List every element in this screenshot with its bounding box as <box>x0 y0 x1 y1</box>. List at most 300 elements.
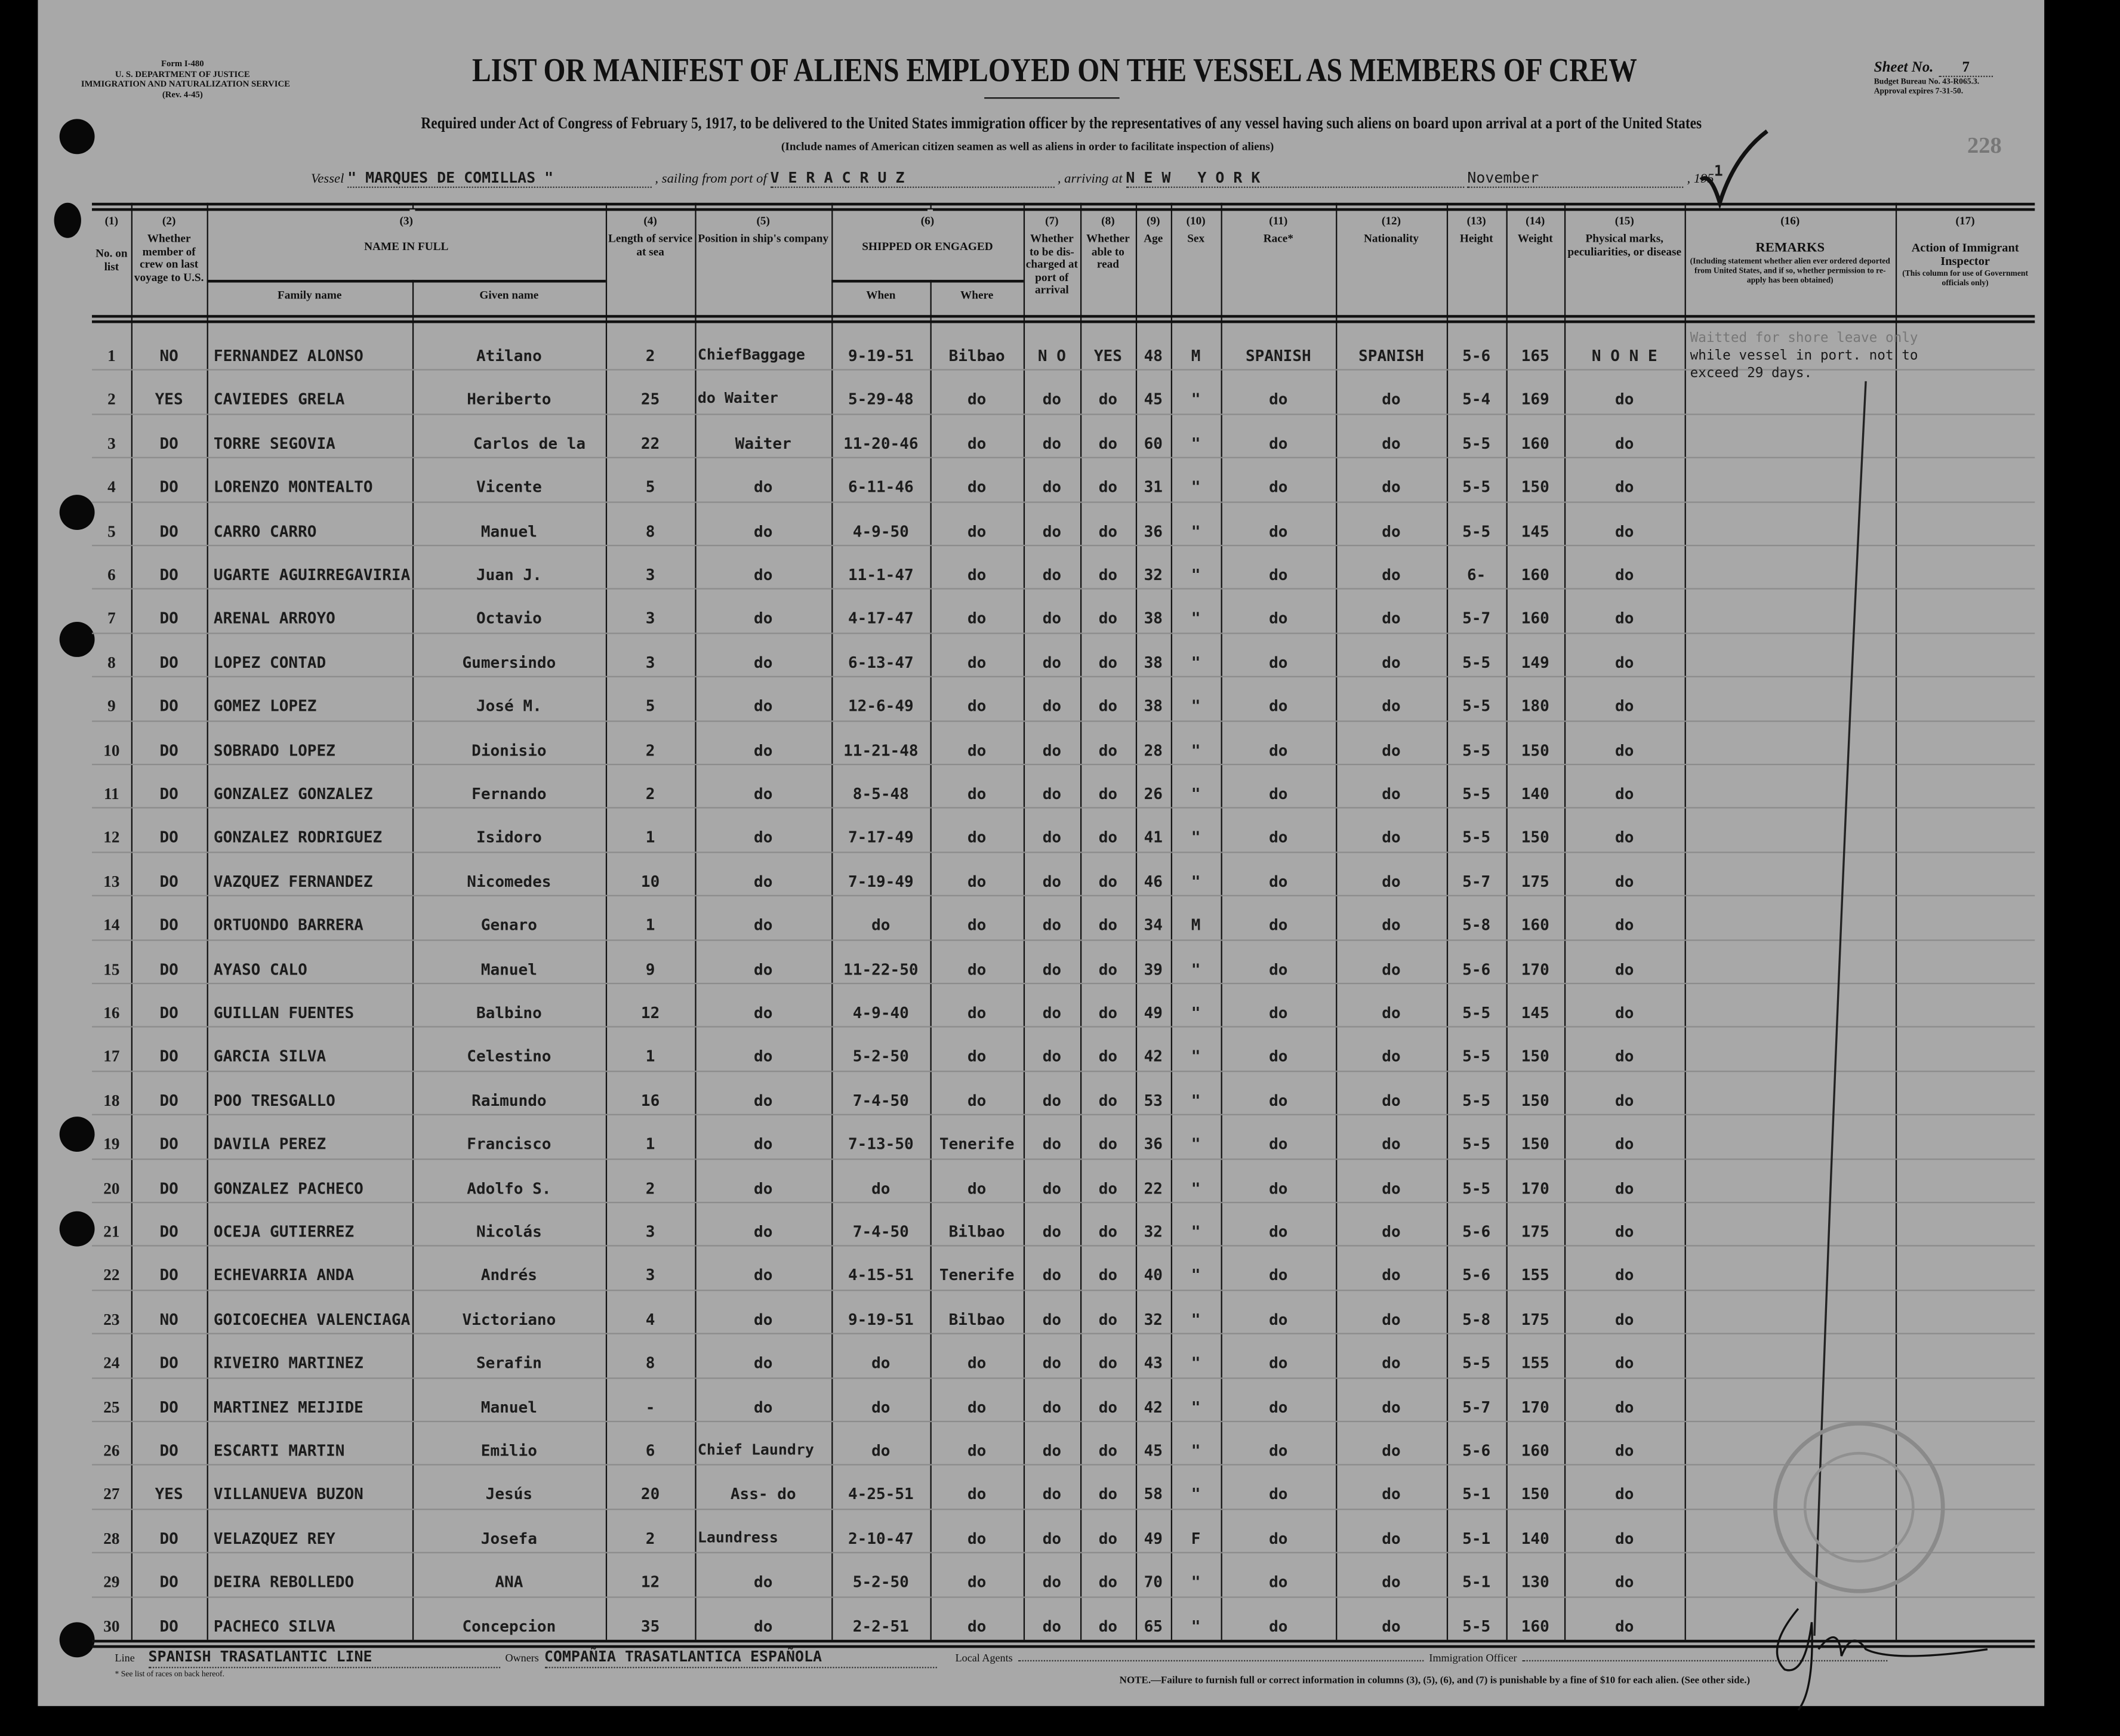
table-bottom-rule <box>92 1640 2035 1643</box>
discharged: do <box>1042 390 1062 409</box>
shipped-when: 6-13-47 <box>848 652 914 672</box>
row-rule <box>92 895 2035 896</box>
weight: 160 <box>1521 565 1549 584</box>
race: do <box>1269 1485 1288 1504</box>
able-to-read: do <box>1098 740 1118 760</box>
shipped-when: 9-19-51 <box>848 346 914 365</box>
length-of-service: 3 <box>645 565 655 584</box>
row-number: 12 <box>103 828 120 847</box>
row-rule <box>92 414 2035 415</box>
position: do <box>754 652 773 672</box>
nationality: do <box>1382 433 1401 453</box>
member-last-voyage: DO <box>159 477 178 497</box>
discharged: do <box>1042 1397 1062 1417</box>
nationality: do <box>1382 828 1401 847</box>
member-last-voyage: DO <box>159 696 178 716</box>
row-number: 28 <box>103 1528 120 1548</box>
row-number: 14 <box>103 915 120 935</box>
age: 32 <box>1144 565 1163 584</box>
column-number: (7) <box>1045 213 1059 227</box>
able-to-read: do <box>1098 1003 1118 1022</box>
height: 5-1 <box>1462 1528 1491 1548</box>
shipped-when: do <box>871 1397 890 1417</box>
given-name: Raimundo <box>472 1090 547 1110</box>
height: 5-5 <box>1462 828 1491 847</box>
position: do <box>754 477 773 497</box>
penalty-note: NOTE.—Failure to furnish full or correct information in columns (3), (5), (6), and (7) is punishable by a fine of $10 for each alien. (See other side.) <box>1119 1673 1751 1686</box>
column-label: Length of service at sea <box>608 231 693 258</box>
length-of-service: 22 <box>640 433 660 453</box>
age: 48 <box>1144 346 1163 365</box>
length-of-service: 8 <box>645 1353 655 1373</box>
arrival-month: November <box>1467 169 1683 188</box>
row-rule <box>92 1421 2035 1422</box>
height: 5-7 <box>1462 1397 1491 1417</box>
family-name: AYASO CALO <box>213 959 307 979</box>
shipped-when: 5-2-50 <box>852 1047 909 1066</box>
able-to-read: do <box>1098 828 1118 847</box>
age: 38 <box>1144 652 1163 672</box>
sex: " <box>1191 1222 1201 1241</box>
year-label: , 195 <box>1687 171 1714 187</box>
member-last-voyage: DO <box>159 1047 178 1066</box>
checkmark-icon <box>1697 128 1778 209</box>
race: do <box>1269 1090 1288 1110</box>
shipped-when: 7-17-49 <box>848 828 914 847</box>
row-number: 23 <box>103 1309 120 1329</box>
row-number: 24 <box>103 1353 120 1373</box>
age: 36 <box>1144 1134 1163 1154</box>
race: do <box>1269 1003 1288 1022</box>
row-rule <box>92 1290 2035 1291</box>
header-bottom-rule <box>92 315 2035 318</box>
race: SPANISH <box>1245 346 1311 365</box>
family-name: DAVILA PEREZ <box>213 1134 326 1154</box>
race: do <box>1269 1266 1288 1285</box>
age: 46 <box>1144 871 1163 891</box>
age: 49 <box>1144 1003 1163 1022</box>
able-to-read: do <box>1098 521 1118 541</box>
able-to-read: do <box>1098 1134 1118 1154</box>
discharged: do <box>1042 1266 1062 1285</box>
nationality: do <box>1382 1485 1401 1504</box>
position: do <box>754 1178 773 1198</box>
member-last-voyage: DO <box>159 740 178 760</box>
race: do <box>1269 477 1288 497</box>
height: 5-1 <box>1462 1572 1491 1592</box>
discharged: do <box>1042 1309 1062 1329</box>
given-name: Manuel <box>480 521 537 541</box>
race: do <box>1269 565 1288 584</box>
able-to-read: do <box>1098 1441 1118 1460</box>
remarks-line: Waitted for shore leave only <box>1690 331 1918 346</box>
able-to-read: do <box>1098 433 1118 453</box>
given-name: Balbino <box>476 1003 542 1022</box>
family-name: VILLANUEVA BUZON <box>213 1485 363 1504</box>
height: 5-5 <box>1462 1178 1491 1198</box>
age: 58 <box>1144 1485 1163 1504</box>
row-rule <box>92 1071 2035 1072</box>
column-number: (3) <box>399 213 413 227</box>
given-name: Serafin <box>476 1353 542 1373</box>
arriving-label: , arriving at <box>1057 171 1123 187</box>
nationality: do <box>1382 784 1401 803</box>
remarks-line: while vessel in port. not to <box>1690 349 1918 364</box>
shipped-where: do <box>967 1616 987 1636</box>
member-last-voyage: DO <box>159 1441 178 1460</box>
shipped-where: Bilbao <box>948 1222 1005 1241</box>
race: do <box>1269 390 1288 409</box>
row-rule <box>92 1509 2035 1510</box>
port-to: N E W Y O R K <box>1126 169 1463 188</box>
shipped-where: Bilbao <box>948 1309 1005 1329</box>
family-name: VAZQUEZ FERNANDEZ <box>213 871 373 891</box>
row-rule <box>92 1114 2035 1115</box>
race: do <box>1269 828 1288 847</box>
length-of-service: 20 <box>640 1485 660 1504</box>
owners-label: Owners <box>505 1652 539 1664</box>
position: do Waiter <box>697 390 778 408</box>
row-number: 18 <box>103 1090 120 1110</box>
physical-marks: do <box>1615 1485 1634 1504</box>
local-agents-field <box>1018 1646 1424 1661</box>
sex: " <box>1191 1090 1201 1110</box>
discharged: do <box>1042 477 1062 497</box>
discharged: do <box>1042 1222 1062 1241</box>
vessel-line <box>311 162 1825 190</box>
sex: " <box>1191 1353 1201 1373</box>
able-to-read: do <box>1098 1397 1118 1417</box>
position: do <box>754 696 773 716</box>
discharged: do <box>1042 1572 1062 1592</box>
column-divider <box>1685 203 1686 1640</box>
column-note: (This column for use of Government officials only) <box>1902 270 2029 288</box>
row-number: 15 <box>103 959 120 979</box>
weight: 160 <box>1521 433 1549 453</box>
discharged: do <box>1042 1441 1062 1460</box>
row-rule <box>92 633 2035 634</box>
row-rule <box>92 1158 2035 1160</box>
column-divider <box>207 203 208 1640</box>
shipped-when: 4-17-47 <box>848 609 914 628</box>
shipped-where: do <box>967 433 987 453</box>
physical-marks: do <box>1615 828 1634 847</box>
row-number: 1 <box>107 346 116 365</box>
height: 5-5 <box>1462 1047 1491 1066</box>
member-last-voyage: DO <box>159 433 178 453</box>
member-last-voyage: DO <box>159 1090 178 1110</box>
discharged: do <box>1042 1090 1062 1110</box>
row-rule <box>92 983 2035 984</box>
column-label: Whether able to read <box>1086 231 1130 271</box>
discharged: do <box>1042 1616 1062 1636</box>
family-name: VELAZQUEZ REY <box>213 1528 335 1548</box>
position: do <box>754 828 773 847</box>
position: do <box>754 784 773 803</box>
given-name: Emilio <box>480 1441 537 1460</box>
footer-line <box>115 1646 1888 1668</box>
sex: " <box>1191 696 1201 716</box>
weight: 150 <box>1521 1134 1549 1154</box>
physical-marks: do <box>1615 1090 1634 1110</box>
nationality: do <box>1382 652 1401 672</box>
given-name: Francisco <box>467 1134 551 1154</box>
sex: " <box>1191 477 1201 497</box>
given-name: Jesús <box>485 1485 533 1504</box>
length-of-service: 3 <box>645 1266 655 1285</box>
shipped-when: 4-25-51 <box>848 1485 914 1504</box>
year-digit: 1 <box>1714 162 1723 180</box>
shipped-when: 7-4-50 <box>852 1222 909 1241</box>
row-rule <box>92 588 2035 589</box>
discharged: do <box>1042 784 1062 803</box>
discharged: do <box>1042 433 1062 453</box>
shipped-where: do <box>967 565 987 584</box>
height: 5-5 <box>1462 1090 1491 1110</box>
sex: M <box>1191 915 1201 935</box>
shipped-when: 4-15-51 <box>848 1266 914 1285</box>
family-name: SOBRADO LOPEZ <box>213 740 335 760</box>
revision: (Rev. 4-45) <box>162 90 203 100</box>
physical-marks: do <box>1615 1528 1634 1548</box>
shipped-where: do <box>967 696 987 716</box>
row-number: 29 <box>103 1572 120 1592</box>
discharged: do <box>1042 1047 1062 1066</box>
shipped-where: do <box>967 1397 987 1417</box>
weight: 175 <box>1521 871 1549 891</box>
position: Chief Laundry <box>697 1441 814 1459</box>
column-label: Action of Immigrant Inspector <box>1911 240 2019 268</box>
race: do <box>1269 1572 1288 1592</box>
length-of-service: 5 <box>645 696 655 716</box>
weight: 160 <box>1521 915 1549 935</box>
given-name: Nicolás <box>476 1222 542 1241</box>
nationality: do <box>1382 1134 1401 1154</box>
given-name: Victoriano <box>462 1309 556 1329</box>
discharged: do <box>1042 652 1062 672</box>
column-label: No. on list <box>95 246 128 273</box>
column-number: (14) <box>1526 213 1545 227</box>
length-of-service: 12 <box>640 1003 660 1022</box>
sex: " <box>1191 521 1201 541</box>
age: 34 <box>1144 915 1163 935</box>
race: do <box>1269 915 1288 935</box>
physical-marks: do <box>1615 959 1634 979</box>
row-rule <box>92 1333 2035 1334</box>
position: do <box>754 1222 773 1241</box>
member-last-voyage: DO <box>159 609 178 628</box>
length-of-service: 3 <box>645 609 655 628</box>
nationality: do <box>1382 565 1401 584</box>
column-number: (16) <box>1780 213 1800 227</box>
family-name: GOICOECHEA VALENCIAGA <box>213 1309 411 1329</box>
sex: " <box>1191 433 1201 453</box>
column-number: (17) <box>1955 213 1975 227</box>
punch-hole <box>60 1211 95 1247</box>
nationality: do <box>1382 1090 1401 1110</box>
length-of-service: 2 <box>645 740 655 760</box>
row-number: 6 <box>107 565 116 584</box>
height: 5-8 <box>1462 915 1491 935</box>
position: do <box>754 1309 773 1329</box>
page-title: LIST OR MANIFEST OF ALIENS EMPLOYED ON THE VESSEL AS MEMBERS OF CREW <box>472 53 1637 90</box>
able-to-read: YES <box>1093 346 1122 365</box>
position: do <box>754 1572 773 1592</box>
given-name: Concepcion <box>462 1616 556 1636</box>
family-name: ECHEVARRIA ANDA <box>213 1266 355 1285</box>
height: 5-5 <box>1462 521 1491 541</box>
local-agents-label: Local Agents <box>955 1652 1013 1664</box>
member-last-voyage: NO <box>159 346 178 365</box>
column-note: (Including statement whether alien ever ordered deported from United States, and if so, whether permission to re-apply has been obtained) <box>1690 258 1890 285</box>
family-name: CARRO CARRO <box>213 521 317 541</box>
column-label: Position in ship's company <box>698 231 829 245</box>
length-of-service: 35 <box>640 1616 660 1636</box>
family-name: GONZALEZ GONZALEZ <box>213 784 373 803</box>
punch-hole <box>60 1117 95 1152</box>
nationality: do <box>1382 521 1401 541</box>
row-number: 4 <box>107 477 116 497</box>
column-label: Physical marks, peculiarities, or disease <box>1567 231 1682 258</box>
position: do <box>754 1616 773 1636</box>
weight: 170 <box>1521 959 1549 979</box>
nationality: do <box>1382 1353 1401 1373</box>
given-name: Celestino <box>467 1047 551 1066</box>
shipped-when: 9-19-51 <box>848 1309 914 1329</box>
discharged: do <box>1042 1528 1062 1548</box>
height: 5-5 <box>1462 1616 1491 1636</box>
nationality: SPANISH <box>1358 346 1424 365</box>
weight: 160 <box>1521 1441 1549 1460</box>
table-top-rule <box>92 203 2035 206</box>
member-last-voyage: DO <box>159 1178 178 1198</box>
height: 5-6 <box>1462 1441 1491 1460</box>
physical-marks: do <box>1615 696 1634 716</box>
sex: " <box>1191 565 1201 584</box>
row-number: 8 <box>107 652 116 672</box>
column-number: (8) <box>1101 213 1115 227</box>
weight: 150 <box>1521 477 1549 497</box>
family-name: DEIRA REBOLLEDO <box>213 1572 355 1592</box>
height: 5-6 <box>1462 1266 1491 1285</box>
given-name: Isidoro <box>476 828 542 847</box>
shipped-where: do <box>967 1090 987 1110</box>
member-last-voyage: YES <box>155 390 183 409</box>
sex: " <box>1191 1441 1201 1460</box>
given-name: ANA <box>495 1572 523 1592</box>
family-name: MARTINEZ MEIJIDE <box>213 1397 363 1417</box>
column-label: Nationality <box>1363 231 1419 245</box>
row-number: 22 <box>103 1266 120 1285</box>
family-name: UGARTE AGUIRREGAVIRIA <box>213 565 411 584</box>
sex: " <box>1191 1397 1201 1417</box>
nationality: do <box>1382 1616 1401 1636</box>
given-name: Carlos de la <box>473 433 586 453</box>
age: 53 <box>1144 1090 1163 1110</box>
row-rule <box>92 1464 2035 1465</box>
line-label: Line <box>115 1652 135 1664</box>
weight: 145 <box>1521 521 1549 541</box>
sex: " <box>1191 609 1201 628</box>
shipped-when: do <box>871 1441 890 1460</box>
row-number: 25 <box>103 1397 120 1417</box>
physical-marks: do <box>1615 1222 1634 1241</box>
discharged: do <box>1042 959 1062 979</box>
race: do <box>1269 652 1288 672</box>
physical-marks: do <box>1615 609 1634 628</box>
shipped-where: do <box>967 521 987 541</box>
weight: 140 <box>1521 784 1549 803</box>
discharged: do <box>1042 1178 1062 1198</box>
sex: " <box>1191 652 1201 672</box>
height: 5-6 <box>1462 1222 1491 1241</box>
row-number: 26 <box>103 1441 120 1460</box>
row-number: 11 <box>104 784 119 803</box>
weight: 180 <box>1521 696 1549 716</box>
shipped-where: do <box>967 915 987 935</box>
family-name: ARENAL ARROYO <box>213 609 335 628</box>
length-of-service: 9 <box>645 959 655 979</box>
physical-marks: do <box>1615 1134 1634 1154</box>
position: do <box>754 1353 773 1373</box>
family-name: LOPEZ CONTAD <box>213 652 326 672</box>
physical-marks: do <box>1615 1441 1634 1460</box>
physical-marks: do <box>1615 565 1634 584</box>
header-bottom-rule <box>92 320 2035 323</box>
weight: 150 <box>1521 828 1549 847</box>
remarks-text <box>1690 330 1918 383</box>
sex: " <box>1191 1572 1201 1592</box>
row-rule <box>92 764 2035 765</box>
given-name: Heriberto <box>467 390 551 409</box>
position: do <box>754 1134 773 1154</box>
sheet-number: 7 <box>1939 60 1993 77</box>
shipped-when: do <box>871 915 890 935</box>
race: do <box>1269 1047 1288 1066</box>
sex: " <box>1191 1178 1201 1198</box>
line-value: SPANISH TRASATLANTIC LINE <box>148 1648 500 1668</box>
physical-marks: do <box>1615 915 1634 935</box>
row-rule <box>92 720 2035 721</box>
weight: 170 <box>1521 1397 1549 1417</box>
length-of-service: 1 <box>645 828 655 847</box>
punch-hole <box>54 203 81 238</box>
form-number: Form I-480 <box>161 59 204 69</box>
punch-hole <box>60 495 95 530</box>
punch-hole <box>60 1622 95 1657</box>
row-rule <box>92 1552 2035 1553</box>
age: 26 <box>1144 784 1163 803</box>
sex: " <box>1191 784 1201 803</box>
row-rule <box>92 501 2035 502</box>
column-number: (10) <box>1186 213 1206 227</box>
sex: " <box>1191 1003 1201 1022</box>
race: do <box>1269 521 1288 541</box>
member-last-voyage: DO <box>159 784 178 803</box>
height: 5-7 <box>1462 609 1491 628</box>
race: do <box>1269 1134 1288 1154</box>
nationality: do <box>1382 959 1401 979</box>
shipped-where: Tenerife <box>939 1266 1015 1285</box>
member-last-voyage: NO <box>159 1309 178 1329</box>
race: do <box>1269 1178 1288 1198</box>
column-sublabel: Where <box>960 288 994 302</box>
shipped-when: 11-1-47 <box>848 565 914 584</box>
discharged: do <box>1042 1003 1062 1022</box>
sex: " <box>1191 1616 1201 1636</box>
shipped-when: 11-21-48 <box>843 740 919 760</box>
position: Ass- do <box>730 1485 796 1504</box>
